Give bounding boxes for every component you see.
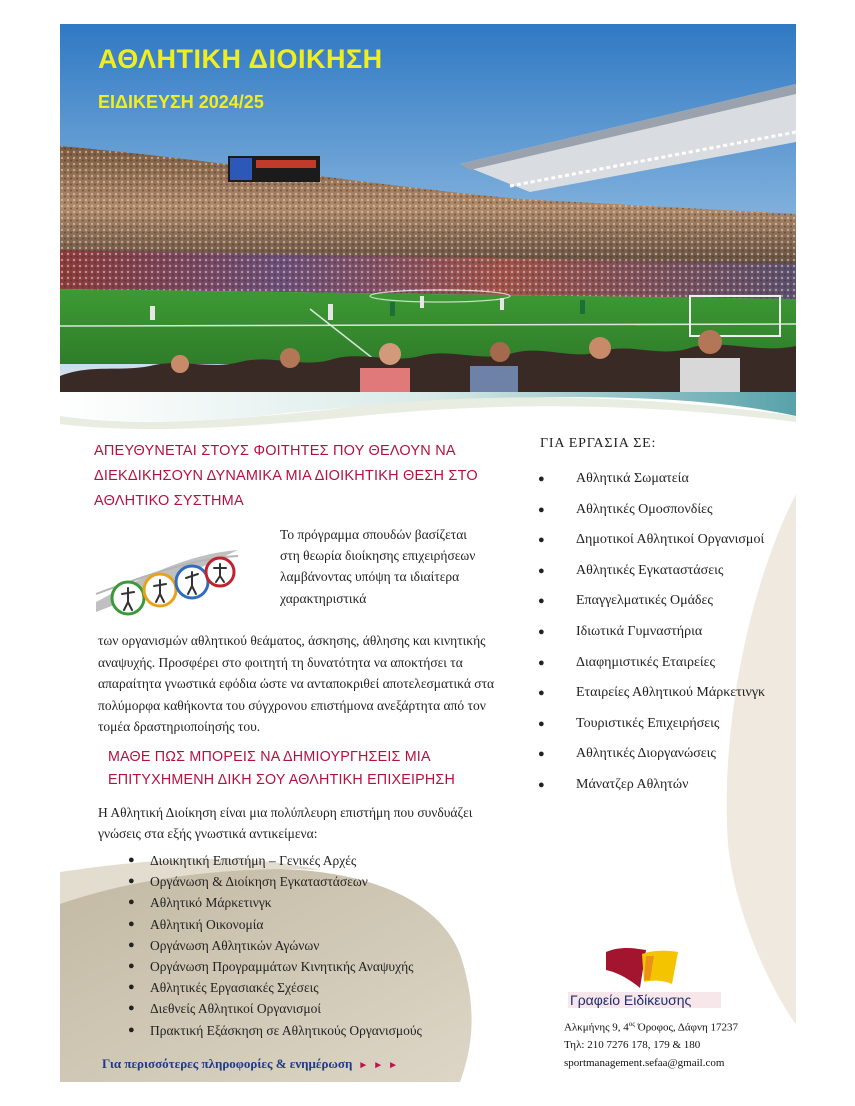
office-phone: Τηλ: 210 7276 178, 179 & 180 <box>564 1039 701 1052</box>
list-item: ● Εταιρείες Αθλητικού Μάρκετινγκ <box>536 678 765 709</box>
bullet-icon: ● <box>128 981 135 994</box>
list-item: ● Επαγγελματικές Ομάδες <box>536 586 765 617</box>
bullet-icon: ● <box>128 1023 135 1036</box>
brochure-page <box>60 24 796 1082</box>
hero-banner <box>60 24 796 392</box>
list-item: ● Αθλητική Οικονομία <box>120 914 422 935</box>
stadium-photo <box>60 24 796 392</box>
list-item: ● Μάνατζερ Αθλητών <box>536 770 765 801</box>
list-item: ● Δημοτικοί Αθλητικοί Οργανισμοί <box>536 525 765 556</box>
list-item: ● Αθλητικές Εργασιακές Σχέσεις <box>120 977 422 998</box>
list-item: ● Ιδιωτικά Γυμναστήρια <box>536 617 765 648</box>
list-item: ● Αθλητικές Εγκαταστάσεις <box>536 556 765 587</box>
list-item: ● Πρακτική Εξάσκηση σε Αθλητικούς Οργανισμούς <box>120 1020 422 1041</box>
list-item: ● Αθλητικές Διοργανώσεις <box>536 739 765 770</box>
page-title: ΑΘΛΗΤΙΚΗ ΔΙΟΙΚΗΣΗ <box>98 44 383 74</box>
office-name: Γραφείο Ειδίκευσης <box>568 992 721 1008</box>
bullet-icon: ● <box>538 503 545 516</box>
slogan: ΜΑΘΕ ΠΩΣ ΜΠΟΡΕΙΣ ΝΑ ΔΗΜΙΟΥΡΓΗΣΕΙΣ ΜΙΑ ΕΠΙΤΥΧΗΜΕΝΗ ΔΙΚΗ ΣΟΥ ΑΘΛΗΤΙΚΗ ΕΠΙΧΕΙΡΗΣΗ <box>108 749 455 788</box>
bullet-icon: ● <box>128 854 135 866</box>
subjects-list <box>120 850 422 1041</box>
bullet-icon: ● <box>128 1002 135 1015</box>
more-info-text: Για περισσότερες πληροφορίες & ενημέρωση <box>102 1056 353 1071</box>
sport-figures-logo <box>94 542 240 622</box>
page-subtitle: ΕΙΔΙΚΕΥΣΗ 2024/25 <box>98 92 264 112</box>
audience-statement: ΑΠΕΥΘΥΝΕΤΑΙ ΣΤΟΥΣ ΦΟΙΤΗΤΕΣ ΠΟΥ ΘΕΛΟΥΝ ΝΑ ΔΙΕΚΔΙΚΗΣΟΥΝ ΔΥΝΑΜΙΚΑ ΜΙΑ ΔΙΟΙΚΗΤΙΚΗ ΘΕΣΗ ΣΤΟ ΑΘΛΗΤΙΚΟ ΣΥΣΤΗΜΑ <box>94 443 478 509</box>
bullet-icon: ● <box>128 896 135 909</box>
subjects-intro: Η Αθλητική Διοίκηση είναι μια πολύπλευρη επιστήμη που συνδυάζει γνώσεις στα εξής γνωστικά αντικείμενα: <box>98 805 473 841</box>
bullet-icon: ● <box>128 938 135 951</box>
program-description-start: Το πρόγραμμα σπουδών βασίζεται στη θεωρία διοίκησης επιχειρήσεων λαμβάνοντας υπόψη τα ιδιαίτερα χαρακτηριστικά <box>280 527 476 606</box>
bullet-icon: ● <box>538 595 545 608</box>
bullet-icon: ● <box>538 656 545 669</box>
bullet-icon: ● <box>128 917 135 930</box>
list-item: ● Διεθνείς Αθλητικοί Οργανισμοί <box>120 998 422 1019</box>
office-email[interactable]: sportmanagement.sefaa@gmail.com <box>564 1056 725 1069</box>
office-contact <box>564 1016 738 1072</box>
list-item: ● Αθλητικά Σωματεία <box>536 464 765 495</box>
bullet-icon: ● <box>538 534 545 547</box>
bullet-icon: ● <box>128 875 135 888</box>
list-item: ● Αθλητικές Ομοσπονδίες <box>536 495 765 526</box>
list-item: ● Αθλητικό Μάρκετινγκ <box>120 892 422 913</box>
list-item: ● Οργάνωση Αθλητικών Αγώνων <box>120 935 422 956</box>
bullet-icon: ● <box>538 625 545 638</box>
list-item: ● Τουριστικές Επιχειρήσεις <box>536 709 765 740</box>
office-address: Αλκμήνης 9, $4^{o\varsigma}$ Όροφος, Δάφνη 17237 <box>564 1020 738 1034</box>
bullet-icon: ● <box>538 687 545 700</box>
list-item: ● Οργάνωση Προγραμμάτων Κινητικής Αναψυχής <box>120 956 422 977</box>
program-description-continued: των οργανισμών αθλητικού θεάματος, άσκησης, άθλησης και κινητικής αναψυχής. Προσφέρει στο φοιτητή τη δυνατότητα να αποκτήσει τα απαραίτητα γνωστικά εφόδια ώστε να ανταποκριθεί αποτελεσματικά στα πολύμορφα καθήκοντα του σύγχρονου επιστήμονα ανεξάρτητα από τον τομέα δραστηριοποίησής του. <box>98 633 495 735</box>
list-item: ● Διοικητική Επιστήμη – Γενικές Αρχές <box>120 850 422 871</box>
office-logo-icon <box>606 944 678 988</box>
list-item: ● Οργάνωση & Διοίκηση Εγκαταστάσεων <box>120 871 422 892</box>
jobs-heading: ΓΙΑ ΕΡΓΑΣΙΑ ΣΕ: <box>540 436 657 451</box>
more-info-line <box>102 1056 403 1072</box>
bullet-icon: ● <box>128 959 135 972</box>
jobs-list <box>536 464 765 801</box>
bullet-icon: ● <box>538 778 545 791</box>
bullet-icon: ● <box>538 717 545 730</box>
bullet-icon: ● <box>538 473 545 485</box>
arrows-icon: ►►► <box>358 1060 404 1071</box>
bullet-icon: ● <box>538 564 545 577</box>
bullet-icon: ● <box>538 748 545 761</box>
list-item: ● Διαφημιστικές Εταιρείες <box>536 648 765 679</box>
